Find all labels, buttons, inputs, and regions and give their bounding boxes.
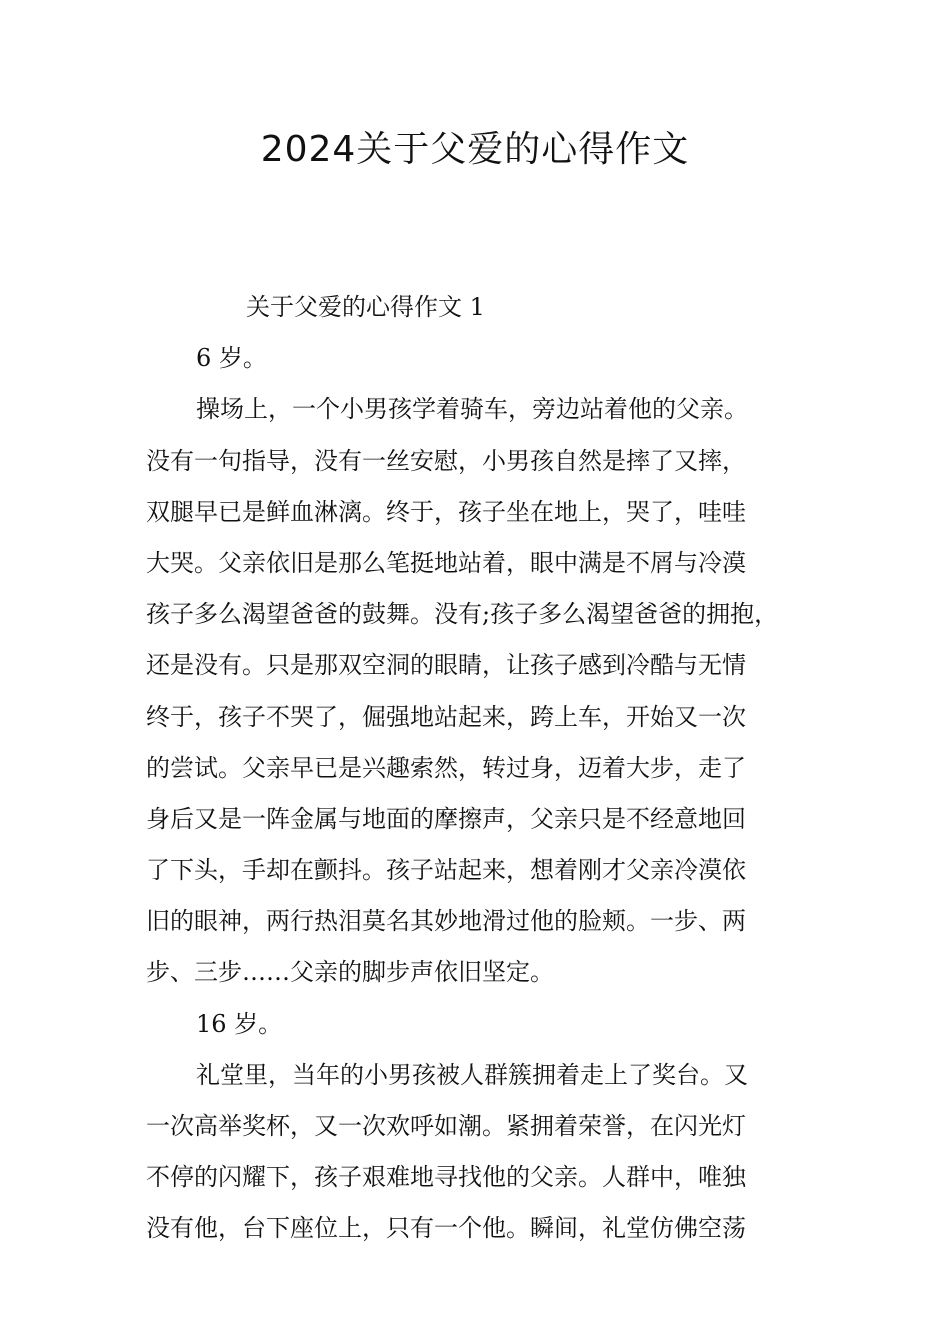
paragraph-line: 的尝试。父亲早已是兴趣索然，转过身，迈着大步，走了 xyxy=(146,753,746,782)
document-title: 2024关于父爱的心得作文 xyxy=(260,129,690,170)
paragraph-line: 大哭。父亲依旧是那么笔挺地站着，眼中满是不屑与冷漠 xyxy=(146,548,746,577)
paragraph-line: 孩子多么渴望爸爸的鼓舞。没有;孩子多么渴望爸爸的拥抱， xyxy=(146,600,779,629)
paragraph-line: 终于，孩子不哭了，倔强地站起来，跨上车，开始又一次 xyxy=(146,702,746,731)
paragraph-line: 双腿早已是鲜血淋漓。终于，孩子坐在地上，哭了，哇哇 xyxy=(146,497,746,526)
paragraph-line: 步、三步……父亲的脚步声依旧坚定。 xyxy=(146,958,554,987)
paragraph-line: 16 岁。 xyxy=(196,1009,283,1038)
section-heading: 关于父爱的心得作文 1 xyxy=(246,293,485,321)
paragraph-line: 一次高举奖杯，又一次欢呼如潮。紧拥着荣誉，在闪光灯 xyxy=(146,1112,746,1140)
paragraph-line: 没有他，台下座位上，只有一个他。瞬间，礼堂仿佛空荡 xyxy=(146,1214,746,1243)
paragraph-line: 旧的眼神，两行热泪莫名其妙地滑过他的脸颊。一步、两 xyxy=(146,907,746,936)
document-body xyxy=(146,282,826,1255)
paragraph-line: 没有一句指导，没有一丝安慰，小男孩自然是摔了又摔， xyxy=(146,446,746,475)
paragraph-line: 操场上，一个小男孩学着骑车，旁边站着他的父亲。 xyxy=(196,395,748,424)
paragraph-line: 6 岁。 xyxy=(196,344,267,373)
paragraph-line: 了下头，手却在颤抖。孩子站起来，想着刚才父亲冷漠依 xyxy=(146,856,746,885)
paragraph-line: 不停的闪耀下，孩子艰难地寻找他的父亲。人群中，唯独 xyxy=(146,1163,746,1192)
paragraph-line: 还是没有。只是那双空洞的眼睛，让孩子感到冷酷与无情 xyxy=(146,651,746,680)
paragraph-line: 礼堂里，当年的小男孩被人群簇拥着走上了奖台。又 xyxy=(196,1060,748,1089)
paragraph-line: 身后又是一阵金属与地面的摩擦声，父亲只是不经意地回 xyxy=(146,804,746,833)
